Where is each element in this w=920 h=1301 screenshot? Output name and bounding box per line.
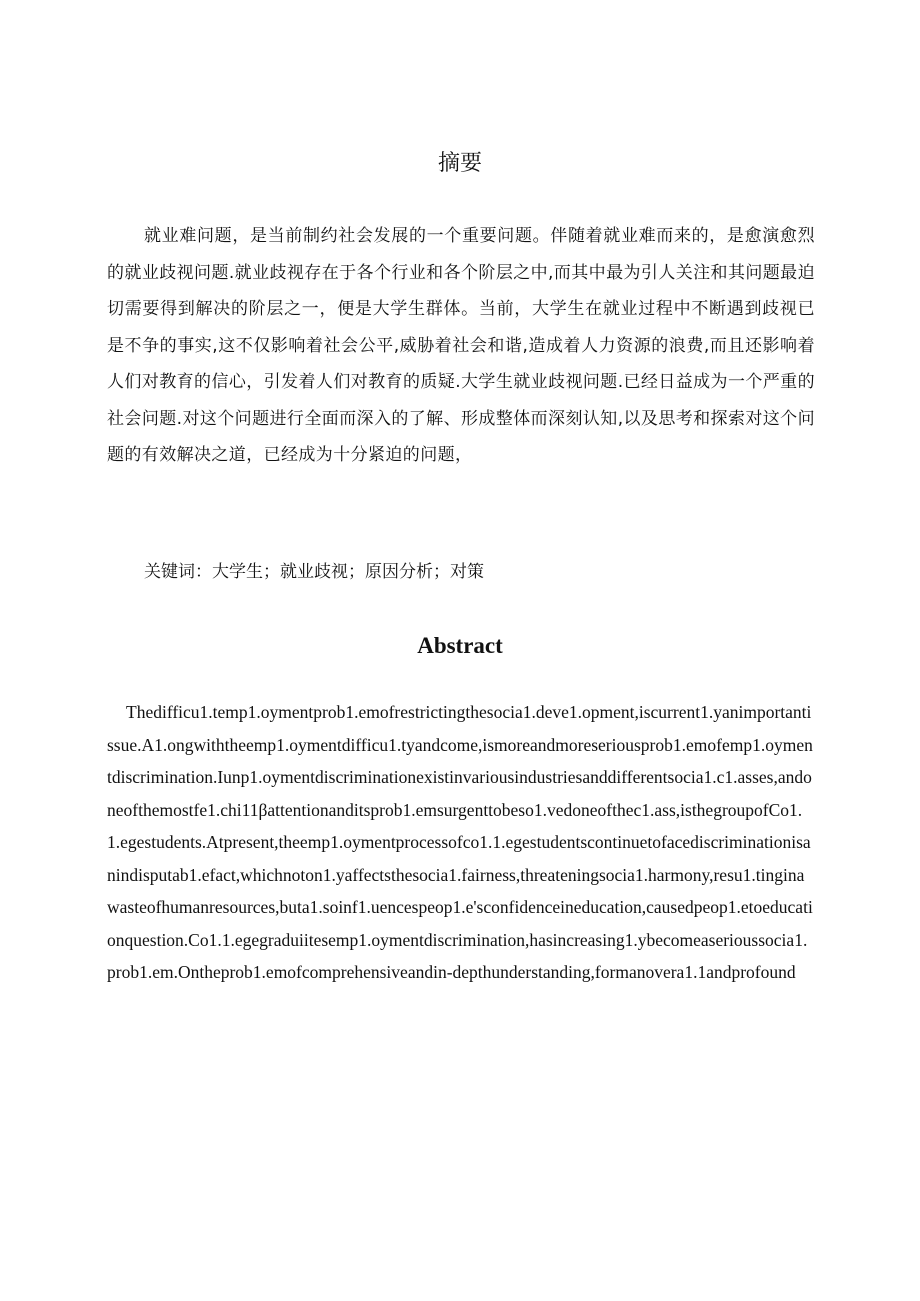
english-abstract-title: Abstract bbox=[417, 633, 503, 658]
chinese-abstract-body: 就业难问题，是当前制约社会发展的一个重要问题。伴随着就业难而来的，是愈演愈烈的就业歧视问题.就业歧视存在于各个行业和各个阶层之中,而其中最为引人关注和其问题最迫切需要得到解决的阶层之一，便是大学生群体。当前，大学生在就业过程中不断遇到歧视已是不争的事实,这不仅影响着社会公平,威胁着社会和谐,造成着人力资源的浪费,而且还影响着人们对教育的信心，引发着人们对教育的质疑.大学生就业歧视问题.已经日益成为一个严重的社会问题.对这个问题进行全面而深入的了解、形成整体而深刻认知,以及思考和探索对这个问题的有效解决之道，已经成为十分紧迫的问题， bbox=[107, 226, 815, 465]
chinese-abstract-title: 摘要 bbox=[437, 151, 482, 176]
english-abstract-body: Thedifficu1.temp1.oymentprob1.emofrestrictingthesocia1.deve1.opment,iscurrent1.yanimportantissue.A1.ongwiththeemp1.oymentdifficu1.tyandcome,ismoreandmoreseriousprob1.emofemp1.oymentdiscrimination.Iunp1.oymentdiscriminationexistinvariousindustriesanddifferentsocia1.c1.asses,andoneofthemostfe1.chi11βattentionanditsprob1.emsurgenttobeso1.vedoneofthec1.ass,isthegroupofCo1.1.egestudents.Atpresent,theemp1.oymentprocessofco1.1.egestudentscontinuetofacediscriminationisanindisputab1.efact,whichnoton1.yaffectsthesocia1.fairness,threateningsocia1.harmony,resu1.tinginawasteofhumanresources,buta1.soinf1.uencespeop1.e'sconfidenceineducation,causedpeop1.etoeducationquestion.Co1.1.egegraduiitesemp1.oymentdiscrimination,hasincreasing1.ybecomeaserioussocia1.prob1.em.Ontheprob1.emofcomprehensiveandin-depthunderstanding,formanovera1.1andprofound bbox=[107, 702, 813, 982]
chinese-keywords: 关键词：大学生；就业歧视；原因分析；对策 bbox=[144, 562, 484, 582]
